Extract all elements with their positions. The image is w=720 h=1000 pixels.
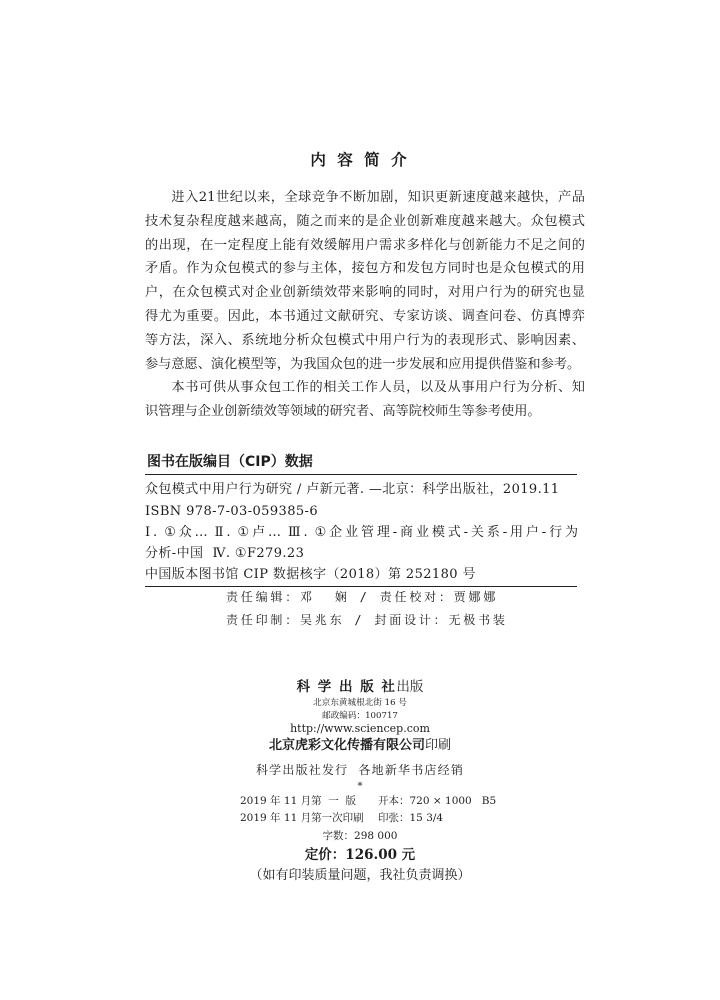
distribution: 科学出版社发行 各地新华书店经销 <box>255 763 465 777</box>
printer <box>0 737 720 755</box>
cip-heading: 图书在版编目（CIP）数据 <box>147 454 313 470</box>
summary-line: 得尤为重要。因此，本书通过文献研究、专家访谈、调查问卷、仿真博弈 <box>145 308 585 324</box>
summary-line: 进入21世纪以来，全球竞争不断加剧，知识更新速度越来越快，产品 <box>171 190 585 205</box>
summary-line: 矛盾。作为众包模式的参与主体，接包方和发包方同时也是众包模式的用 <box>145 261 585 277</box>
printing-date: 2019 年 11 月第一次印刷 <box>240 812 364 824</box>
printing-sheets: 印张：15 3/4 <box>378 812 444 824</box>
credits-line: 责任印制：吴兆东 / 封面设计：无极书装 <box>226 612 508 627</box>
printer-name: 北京虎彩文化传播有限公司 <box>268 738 425 753</box>
summary-paragraph-2 <box>145 376 585 424</box>
cip-record <box>145 479 578 585</box>
summary-title: 内 容 简 介 <box>310 151 410 169</box>
summary-line: 户，在众包模式对企业创新绩效带来影响的同时，对用户行为的研究也显 <box>145 285 585 301</box>
publisher-name <box>0 678 720 696</box>
separator-asterisk: * <box>357 781 363 792</box>
word-count: 字数：298 000 <box>322 830 398 842</box>
summary-line: 识管理与企业创新绩效等领域的研究者、高等院校师生等参考使用。 <box>145 404 541 420</box>
summary-line: 的出现，在一定程度上能有效缓解用户需求多样化与创新能力不足之间的 <box>145 237 585 253</box>
summary-line: 本书可供从事众包工作的相关工作人员，以及从事用户行为分析、知 <box>171 380 585 396</box>
cip-isbn: ISBN 978-7-03-059385-6 <box>145 503 318 519</box>
summary-section <box>145 186 585 424</box>
credits-line: 责任编辑：邓 娴 / 责任校对：贾娜娜 <box>226 589 499 604</box>
cip-line: 分析-中国 Ⅳ. ①F279.23 <box>145 545 305 561</box>
summary-line: 等方法，深入、系统地分析众包模式中用户行为的表现形式、影响因素、 <box>145 332 585 348</box>
cip-top-rule <box>145 474 577 475</box>
cip-line: 中国版本图书馆 CIP 数据核字（2018）第 252180 号 <box>145 567 476 583</box>
publisher-postcode: 邮政编码：100717 <box>322 711 398 721</box>
credits <box>226 586 508 632</box>
quality-notice: （如有印装质量问题，我社负责调换） <box>249 868 471 883</box>
publisher-address: 北京东黄城根北街 16 号 <box>313 698 407 708</box>
price: 定价：126.00 元 <box>304 847 416 863</box>
edition-format: 开本：720 × 1000 B5 <box>378 795 497 807</box>
summary-line: 技术复杂程度越来越高，随之而来的是企业创新难度越来越大。众包模式 <box>145 213 585 229</box>
printer-suffix: 印刷 <box>425 738 452 753</box>
summary-paragraph-1 <box>145 186 585 376</box>
cip-line: 众包模式中用户行为研究 / 卢新元著. —北京：科学出版社，2019.11 <box>145 482 560 498</box>
summary-line: 参与意愿、演化模型等，为我国众包的进一步发展和应用提供借鉴和参考。 <box>145 356 581 372</box>
publisher-name-suffix: 出版 <box>396 679 424 695</box>
publisher-url: http://www.sciencep.com <box>290 722 430 735</box>
cip-line: Ⅰ. ①众… Ⅱ. ①卢… Ⅲ. ①企业管理-商业模式-关系-用户-行为 <box>145 524 578 540</box>
publisher-name-text: 科 学 出 版 社 <box>296 679 397 695</box>
edition-date: 2019 年 11 月第 一 版 <box>240 795 356 807</box>
